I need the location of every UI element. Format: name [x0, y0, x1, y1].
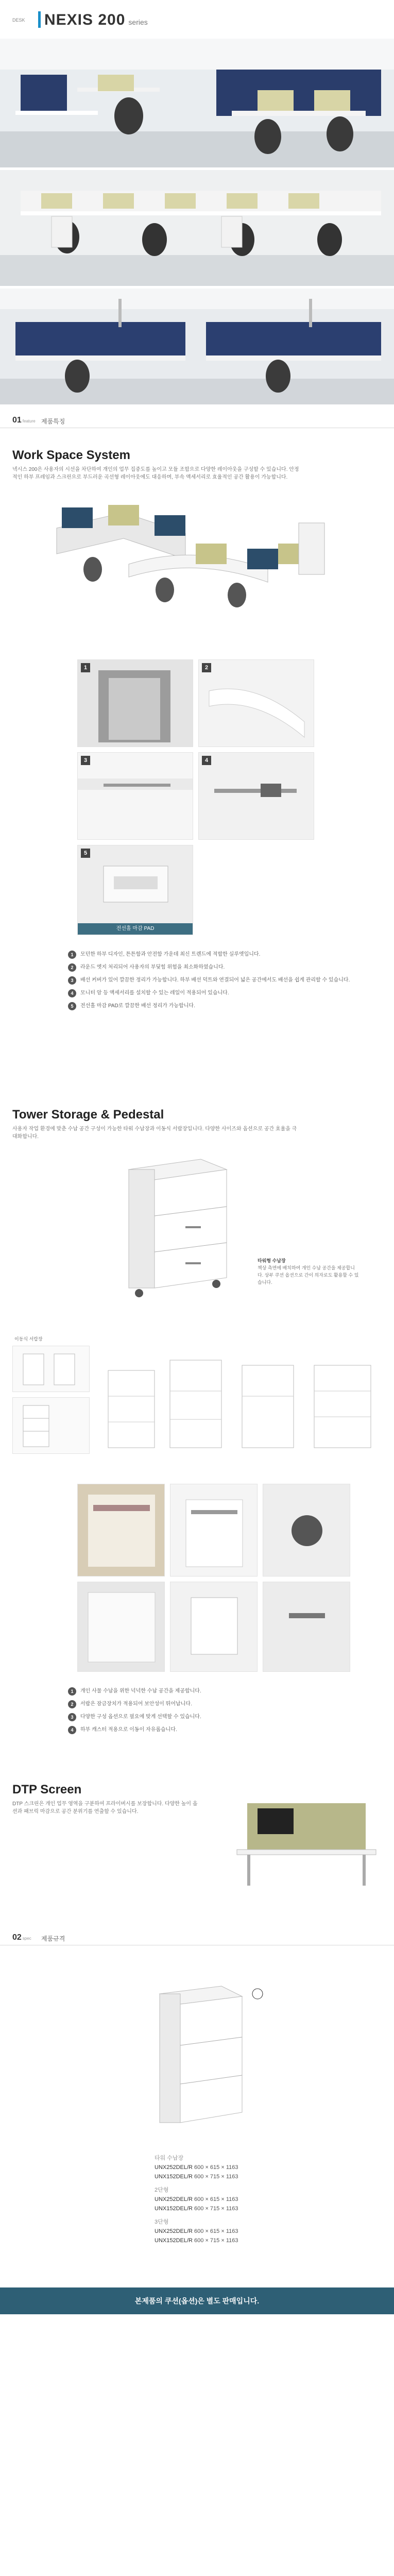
feature-item: [68, 1726, 356, 1734]
panel-caption: 전선홀 마감 PAD: [78, 923, 193, 935]
spec-size: 600 × 715 × 1163: [194, 2206, 238, 2212]
section-title: 제품특징: [41, 418, 65, 425]
option-notice-banner: 본제품의 쿠션(옵션)은 별도 판매입니다.: [0, 2287, 394, 2314]
hero-photo-workstations: [0, 170, 394, 286]
spec-line: [155, 2204, 340, 2213]
feature-text: 전선홀 마감 PAD로 깔끔한 배선 정리가 가능합니다.: [80, 1003, 195, 1009]
feature-item: [68, 1687, 356, 1695]
feature-item: [68, 1713, 356, 1721]
spec-code: UNX152DEL/R: [155, 2238, 193, 2244]
spec-group-title: 타워 수납장: [155, 2155, 184, 2161]
hero-photo-office: [0, 39, 394, 167]
panel-number-badge: 4: [202, 756, 211, 765]
feature-number: 2: [68, 1700, 76, 1708]
tower-detail-6: [263, 1582, 350, 1672]
workspace-feature-list: [68, 951, 356, 1015]
feature-number: 2: [68, 963, 76, 972]
detail-panel-5: [77, 845, 193, 935]
brand-name: NEXIS 200: [44, 11, 126, 28]
spec-line: [155, 2227, 340, 2236]
spec-line: [155, 2172, 340, 2181]
workspace-heading: Work Space System: [12, 448, 130, 462]
feature-number: 1: [68, 1687, 76, 1696]
spec-code: UNX252DEL/R: [155, 2196, 193, 2202]
detail-panel-4: [198, 752, 314, 840]
spec-size: 600 × 615 × 1163: [194, 2228, 238, 2234]
section-number-value: 01: [12, 416, 22, 425]
spec-line: [155, 2236, 340, 2245]
spec-size: 600 × 615 × 1163: [194, 2164, 238, 2171]
spec-list: [155, 2154, 340, 2249]
feature-number: 3: [68, 976, 76, 985]
detail-panel-3: [77, 752, 193, 840]
pedestal-label: 이동식 서랍장: [14, 1336, 43, 1342]
tower-detail-3: [263, 1484, 350, 1577]
section-number: [12, 416, 36, 425]
spec-size: 600 × 615 × 1163: [194, 2196, 238, 2202]
feature-number: 4: [68, 1726, 76, 1734]
spec-group: [155, 2185, 340, 2213]
feature-number: 5: [68, 1002, 76, 1010]
feature-text: 서랍은 잠금장치가 적용되어 보안성이 뛰어납니다.: [80, 1701, 192, 1707]
hero-photo-blue-screens: [0, 289, 394, 404]
detail-panel-2: [198, 659, 314, 747]
panel-number-badge: 5: [81, 849, 90, 858]
spec-code: UNX252DEL/R: [155, 2228, 193, 2234]
panel-number-badge: 2: [202, 663, 211, 672]
dtp-heading: DTP Screen: [12, 1783, 82, 1797]
spec-size: 600 × 715 × 1163: [194, 2238, 238, 2244]
spec-group: [155, 2217, 340, 2245]
section-number-value: 02: [12, 1933, 22, 1942]
section-title: 제품규격: [41, 1935, 65, 1942]
feature-text: 라운드 엣지 처리되어 사용자의 부딪힘 위험을 최소화하였습니다.: [80, 964, 225, 970]
spec-line: [155, 2195, 340, 2204]
tower-description: 사용자 작업 환경에 맞춘 수납 공간 구성이 가능한 타워 수납장과 이동식 서랍장입니다. 다양한 사이즈와 옵션으로 공간 효율을 극대화합니다.: [12, 1126, 297, 1140]
feature-item: [68, 989, 356, 997]
side-note-title: 타워형 수납장: [258, 1258, 286, 1263]
tower-detail-2: [170, 1484, 258, 1577]
spec-group-title: 2단형: [155, 2187, 169, 2193]
feature-text: 모니터 암 등 액세서리를 설치할 수 있는 레일이 적용되어 있습니다.: [80, 990, 229, 996]
workspace-layout-illustration: [0, 492, 394, 621]
series-label: series: [128, 18, 148, 26]
tower-side-note: [258, 1257, 361, 1286]
tower-detail-4: [77, 1582, 165, 1672]
feature-item: [68, 1002, 356, 1010]
section-number: [12, 1933, 31, 1942]
feature-text: 하부 캐스터 적용으로 이동이 자유롭습니다.: [80, 1727, 177, 1733]
workspace-description: 넥시스 200은 사용자의 시선을 차단하여 개인의 업무 집중도를 높이고 모듈 조합으로 다양한 레이아웃을 구성할 수 있습니다. 안정적인 하부 프레임과 스크린으로 부드러운 곡선형 레이아웃에도 대응하며, 부속 액세서리로 효율적인 공간 활용이 가능합니다.: [12, 467, 299, 480]
feature-text: 배선 커버가 있어 깔끔한 정리가 가능합니다. 하부 배선 덕트와 연결되어 넓은 공간에서도 배선을 쉽게 관리할 수 있습니다.: [80, 977, 350, 983]
panel-number-badge: 1: [81, 663, 90, 672]
feature-number: 4: [68, 989, 76, 997]
feature-number: 1: [68, 951, 76, 959]
feature-item: [68, 976, 356, 984]
spec-group-title: 3단형: [155, 2219, 169, 2225]
tower-heading: Tower Storage & Pedestal: [12, 1108, 164, 1122]
feature-text: 모던한 하부 디자인, 튼튼함과 안전함 가운데 최신 트렌드에 적합한 실루엣입니다.: [80, 952, 261, 957]
feature-item: [68, 951, 356, 958]
feature-text: 개인 사물 수납을 위한 넉넉한 수납 공간을 제공합니다.: [80, 1688, 201, 1694]
section-header-spec: [0, 1927, 394, 1945]
pedestal-thumb-2: [12, 1397, 90, 1454]
pedestal-thumb-1: [12, 1346, 90, 1392]
spec-code: UNX152DEL/R: [155, 2206, 193, 2212]
accent-bar: [38, 11, 41, 28]
tower-detail-5: [170, 1582, 258, 1672]
spec-code: UNX252DEL/R: [155, 2164, 193, 2171]
detail-panel-1: [77, 659, 193, 747]
dtp-screen-image: [227, 1788, 386, 1891]
product-title: [44, 11, 148, 29]
page-header: [0, 0, 394, 36]
feature-item: [68, 963, 356, 971]
side-note-body: 책상 측면에 배치하여 개인 수납 공간을 제공합니다. 상부 쿠션 옵션으로 간이 의자로도 활용할 수 있습니다.: [258, 1265, 359, 1285]
section-header-feature: [0, 410, 394, 428]
dtp-description: DTP 스크린은 개인 업무 영역을 구분하여 프라이버시를 보장합니다. 다양한 높이 옵션과 패브릭 마감으로 공간 분위기를 연출할 수 있습니다.: [12, 1801, 198, 1815]
section-number-sub: feature: [22, 419, 36, 423]
tower-detail-1: [77, 1484, 165, 1577]
feature-number: 3: [68, 1713, 76, 1721]
spec-line: [155, 2163, 340, 2172]
feature-text: 다양한 구성 옵션으로 필요에 맞게 선택할 수 있습니다.: [80, 1714, 201, 1720]
feature-item: [68, 1700, 356, 1708]
tower-storage-image: [98, 1149, 242, 1303]
spec-product-image: [118, 1973, 273, 2138]
spec-size: 600 × 715 × 1163: [194, 2174, 238, 2180]
pedestal-lineup-image: [103, 1340, 391, 1473]
spec-group: [155, 2154, 340, 2181]
spec-code: UNX152DEL/R: [155, 2174, 193, 2180]
panel-number-badge: 3: [81, 756, 90, 765]
tower-feature-list: [68, 1687, 356, 1739]
section-number-sub: spec: [22, 1936, 31, 1941]
category-tag: DESK: [12, 18, 25, 23]
